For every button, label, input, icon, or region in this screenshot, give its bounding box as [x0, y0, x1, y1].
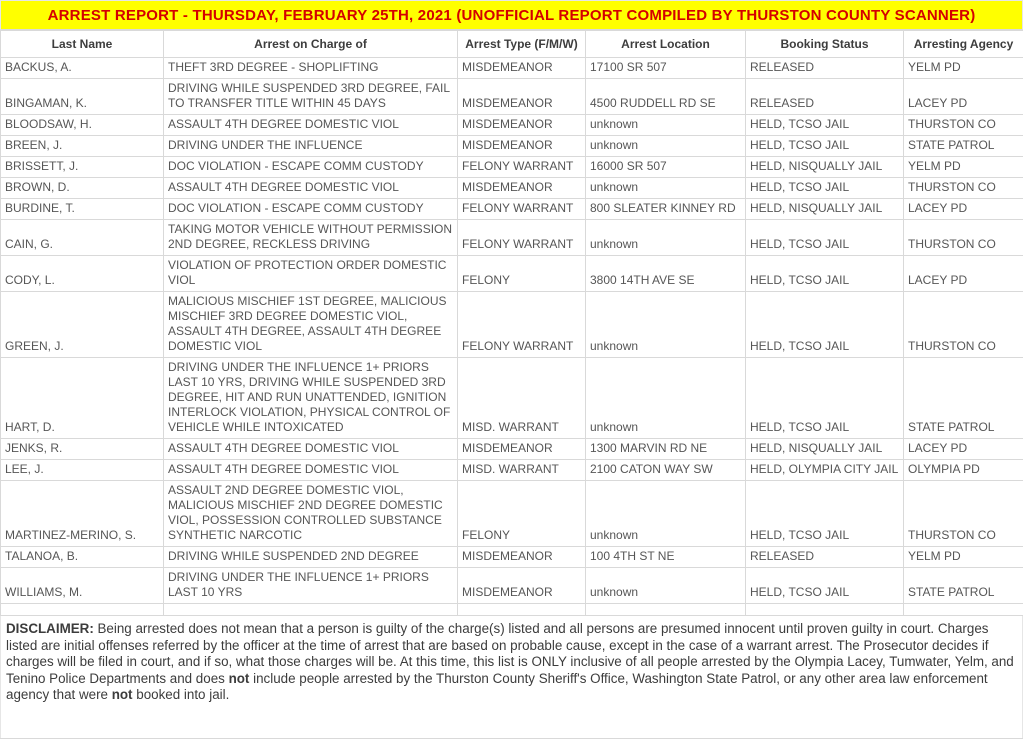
column-header-charge: Arrest on Charge of	[164, 31, 458, 58]
cell-charge: DRIVING UNDER THE INFLUENCE 1+ PRIORS LAST 10 YRS	[164, 568, 458, 604]
column-header-last-name: Last Name	[1, 31, 164, 58]
cell-last-name: BROWN, D.	[1, 178, 164, 199]
cell-arrest-type: MISD. WARRANT	[458, 358, 586, 439]
cell-arrest-type: MISDEMEANOR	[458, 79, 586, 115]
cell-last-name: GREEN, J.	[1, 292, 164, 358]
cell-last-name: MARTINEZ-MERINO, S.	[1, 481, 164, 547]
cell-arrest-type: FELONY WARRANT	[458, 292, 586, 358]
cell-last-name: BRISSETT, J.	[1, 157, 164, 178]
cell-arrest-type: FELONY WARRANT	[458, 157, 586, 178]
disclaimer-segment: DISCLAIMER:	[6, 621, 94, 636]
cell-charge: VIOLATION OF PROTECTION ORDER DOMESTIC VIOL	[164, 256, 458, 292]
cell-arrest-type	[458, 604, 586, 616]
cell-arrest-type: FELONY	[458, 256, 586, 292]
cell-charge: MALICIOUS MISCHIEF 1ST DEGREE, MALICIOUS MISCHIEF 3RD DEGREE DOMESTIC VIOL, ASSAULT 4TH DEGREE, ASSAULT 4TH DEGREE DOMESTIC VIOL	[164, 292, 458, 358]
cell-last-name: BLOODSAW, H.	[1, 115, 164, 136]
cell-location: 17100 SR 507	[586, 58, 746, 79]
cell-charge: ASSAULT 4TH DEGREE DOMESTIC VIOL	[164, 439, 458, 460]
cell-charge: DOC VIOLATION - ESCAPE COMM CUSTODY	[164, 199, 458, 220]
cell-agency: STATE PATROL	[904, 358, 1023, 439]
cell-agency: STATE PATROL	[904, 136, 1023, 157]
cell-agency: STATE PATROL	[904, 568, 1023, 604]
cell-booking-status: RELEASED	[746, 58, 904, 79]
table-row	[1, 136, 1023, 157]
disclaimer-segment: include people arrested by the Thurston County Sheriff's Office, Washington State Patrol, or any other area law enforcement agency that were	[6, 670, 988, 703]
cell-arrest-type: MISDEMEANOR	[458, 58, 586, 79]
column-header-arrest-type: Arrest Type (F/M/W)	[458, 31, 586, 58]
cell-arrest-type: MISDEMEANOR	[458, 568, 586, 604]
table-row	[1, 256, 1023, 292]
cell-charge: THEFT 3RD DEGREE - SHOPLIFTING	[164, 58, 458, 79]
cell-charge: TAKING MOTOR VEHICLE WITHOUT PERMISSION 2ND DEGREE, RECKLESS DRIVING	[164, 220, 458, 256]
table-row	[1, 358, 1023, 439]
cell-agency: THURSTON CO	[904, 178, 1023, 199]
cell-booking-status: HELD, TCSO JAIL	[746, 358, 904, 439]
table-row	[1, 199, 1023, 220]
cell-booking-status: HELD, TCSO JAIL	[746, 115, 904, 136]
cell-last-name: BINGAMAN, K.	[1, 79, 164, 115]
cell-last-name: LEE, J.	[1, 460, 164, 481]
cell-location: 1300 MARVIN RD NE	[586, 439, 746, 460]
cell-arrest-type: FELONY	[458, 481, 586, 547]
cell-location: unknown	[586, 115, 746, 136]
cell-last-name: JENKS, R.	[1, 439, 164, 460]
cell-charge: ASSAULT 4TH DEGREE DOMESTIC VIOL	[164, 115, 458, 136]
cell-booking-status: HELD, NISQUALLY JAIL	[746, 439, 904, 460]
cell-location: unknown	[586, 358, 746, 439]
cell-agency: LACEY PD	[904, 79, 1023, 115]
cell-arrest-type: MISDEMEANOR	[458, 547, 586, 568]
cell-location: unknown	[586, 136, 746, 157]
cell-booking-status	[746, 604, 904, 616]
cell-last-name: TALANOA, B.	[1, 547, 164, 568]
arrest-table	[0, 30, 1023, 616]
table-row	[1, 115, 1023, 136]
cell-location: 4500 RUDDELL RD SE	[586, 79, 746, 115]
table-row	[1, 79, 1023, 115]
cell-charge: DRIVING UNDER THE INFLUENCE 1+ PRIORS LAST 10 YRS, DRIVING WHILE SUSPENDED 3RD DEGREE, HIT AND RUN UNATTENDED, IGNITION INTERLOCK VIOLATION, PHYSICAL CONTROL OF VEHICLE WHILE INTOXICATED	[164, 358, 458, 439]
cell-booking-status: HELD, TCSO JAIL	[746, 256, 904, 292]
cell-agency: YELM PD	[904, 58, 1023, 79]
cell-last-name: HART, D.	[1, 358, 164, 439]
column-header-booking-status: Booking Status	[746, 31, 904, 58]
cell-booking-status: HELD, TCSO JAIL	[746, 220, 904, 256]
empty-row	[1, 604, 1023, 616]
cell-agency: LACEY PD	[904, 199, 1023, 220]
cell-charge: ASSAULT 2ND DEGREE DOMESTIC VIOL, MALICIOUS MISCHIEF 2ND DEGREE DOMESTIC VIOL, POSSESSION CONTROLLED SUBSTANCE SYNTHETIC NARCOTIC	[164, 481, 458, 547]
cell-booking-status: RELEASED	[746, 79, 904, 115]
table-row	[1, 220, 1023, 256]
cell-booking-status: HELD, NISQUALLY JAIL	[746, 199, 904, 220]
column-header-location: Arrest Location	[586, 31, 746, 58]
report-title-banner: ARREST REPORT - THURSDAY, FEBRUARY 25TH, 2021 (UNOFFICIAL REPORT COMPILED BY THURSTON COUNTY SCANNER)	[0, 0, 1023, 30]
table-row	[1, 58, 1023, 79]
cell-charge: ASSAULT 4TH DEGREE DOMESTIC VIOL	[164, 178, 458, 199]
cell-charge: DRIVING WHILE SUSPENDED 3RD DEGREE, FAIL TO TRANSFER TITLE WITHIN 45 DAYS	[164, 79, 458, 115]
cell-last-name: BURDINE, T.	[1, 199, 164, 220]
cell-booking-status: HELD, TCSO JAIL	[746, 178, 904, 199]
cell-charge: ASSAULT 4TH DEGREE DOMESTIC VIOL	[164, 460, 458, 481]
cell-location: unknown	[586, 178, 746, 199]
disclaimer-text	[0, 616, 1023, 738]
cell-last-name: BACKUS, A.	[1, 58, 164, 79]
cell-booking-status: HELD, TCSO JAIL	[746, 292, 904, 358]
disclaimer-segment: Being arrested does not mean that a person is guilty of the charge(s) listed and all persons are presumed innocent until proven guilty in court. Charges listed are initial offenses referred by the officer at the time of arrest that are based on probable cause, except in the case of a warrant arrest. The Prosecutor decides if charges will be filed in court, and if so, what those charges will be. At this time, this list is ONLY inclusive of all people arrested by the Olympia Lacey, Tumwater, Yelm, and Tenino Police Departments and does	[6, 621, 1014, 686]
table-header-row	[1, 31, 1023, 58]
cell-arrest-type: MISDEMEANOR	[458, 115, 586, 136]
table-row	[1, 157, 1023, 178]
cell-last-name	[1, 604, 164, 616]
cell-booking-status: HELD, OLYMPIA CITY JAIL	[746, 460, 904, 481]
cell-location	[586, 604, 746, 616]
cell-location: 3800 14TH AVE SE	[586, 256, 746, 292]
disclaimer-segment: booked into jail.	[132, 687, 230, 703]
cell-agency: LACEY PD	[904, 256, 1023, 292]
cell-last-name: WILLIAMS, M.	[1, 568, 164, 604]
cell-location: unknown	[586, 568, 746, 604]
cell-location: 16000 SR 507	[586, 157, 746, 178]
cell-booking-status: HELD, TCSO JAIL	[746, 568, 904, 604]
cell-charge	[164, 604, 458, 616]
cell-agency: LACEY PD	[904, 439, 1023, 460]
cell-arrest-type: FELONY WARRANT	[458, 199, 586, 220]
cell-arrest-type: MISDEMEANOR	[458, 136, 586, 157]
cell-arrest-type: MISDEMEANOR	[458, 178, 586, 199]
cell-booking-status: HELD, NISQUALLY JAIL	[746, 157, 904, 178]
table-row	[1, 292, 1023, 358]
cell-agency: YELM PD	[904, 157, 1023, 178]
cell-location: unknown	[586, 481, 746, 547]
cell-arrest-type: MISD. WARRANT	[458, 460, 586, 481]
cell-location: 100 4TH ST NE	[586, 547, 746, 568]
table-row	[1, 439, 1023, 460]
cell-location: unknown	[586, 220, 746, 256]
cell-agency: OLYMPIA PD	[904, 460, 1023, 481]
table-row	[1, 568, 1023, 604]
disclaimer-segment: not	[228, 670, 250, 686]
cell-agency: THURSTON CO	[904, 115, 1023, 136]
column-header-agency: Arresting Agency	[904, 31, 1023, 58]
cell-last-name: CODY, L.	[1, 256, 164, 292]
cell-charge: DRIVING UNDER THE INFLUENCE	[164, 136, 458, 157]
cell-agency: YELM PD	[904, 547, 1023, 568]
cell-agency: THURSTON CO	[904, 481, 1023, 547]
table-row	[1, 481, 1023, 547]
cell-booking-status: HELD, TCSO JAIL	[746, 136, 904, 157]
cell-charge: DRIVING WHILE SUSPENDED 2ND DEGREE	[164, 547, 458, 568]
cell-agency: THURSTON CO	[904, 220, 1023, 256]
cell-location: unknown	[586, 292, 746, 358]
cell-location: 2100 CATON WAY SW	[586, 460, 746, 481]
cell-last-name: CAIN, G.	[1, 220, 164, 256]
cell-location: 800 SLEATER KINNEY RD	[586, 199, 746, 220]
cell-booking-status: RELEASED	[746, 547, 904, 568]
table-row	[1, 178, 1023, 199]
table-row	[1, 547, 1023, 568]
cell-charge: DOC VIOLATION - ESCAPE COMM CUSTODY	[164, 157, 458, 178]
disclaimer-segment: not	[111, 687, 133, 703]
cell-booking-status: HELD, TCSO JAIL	[746, 481, 904, 547]
cell-agency	[904, 604, 1023, 616]
cell-agency: THURSTON CO	[904, 292, 1023, 358]
cell-last-name: BREEN, J.	[1, 136, 164, 157]
cell-arrest-type: FELONY WARRANT	[458, 220, 586, 256]
table-row	[1, 460, 1023, 481]
cell-arrest-type: MISDEMEANOR	[458, 439, 586, 460]
